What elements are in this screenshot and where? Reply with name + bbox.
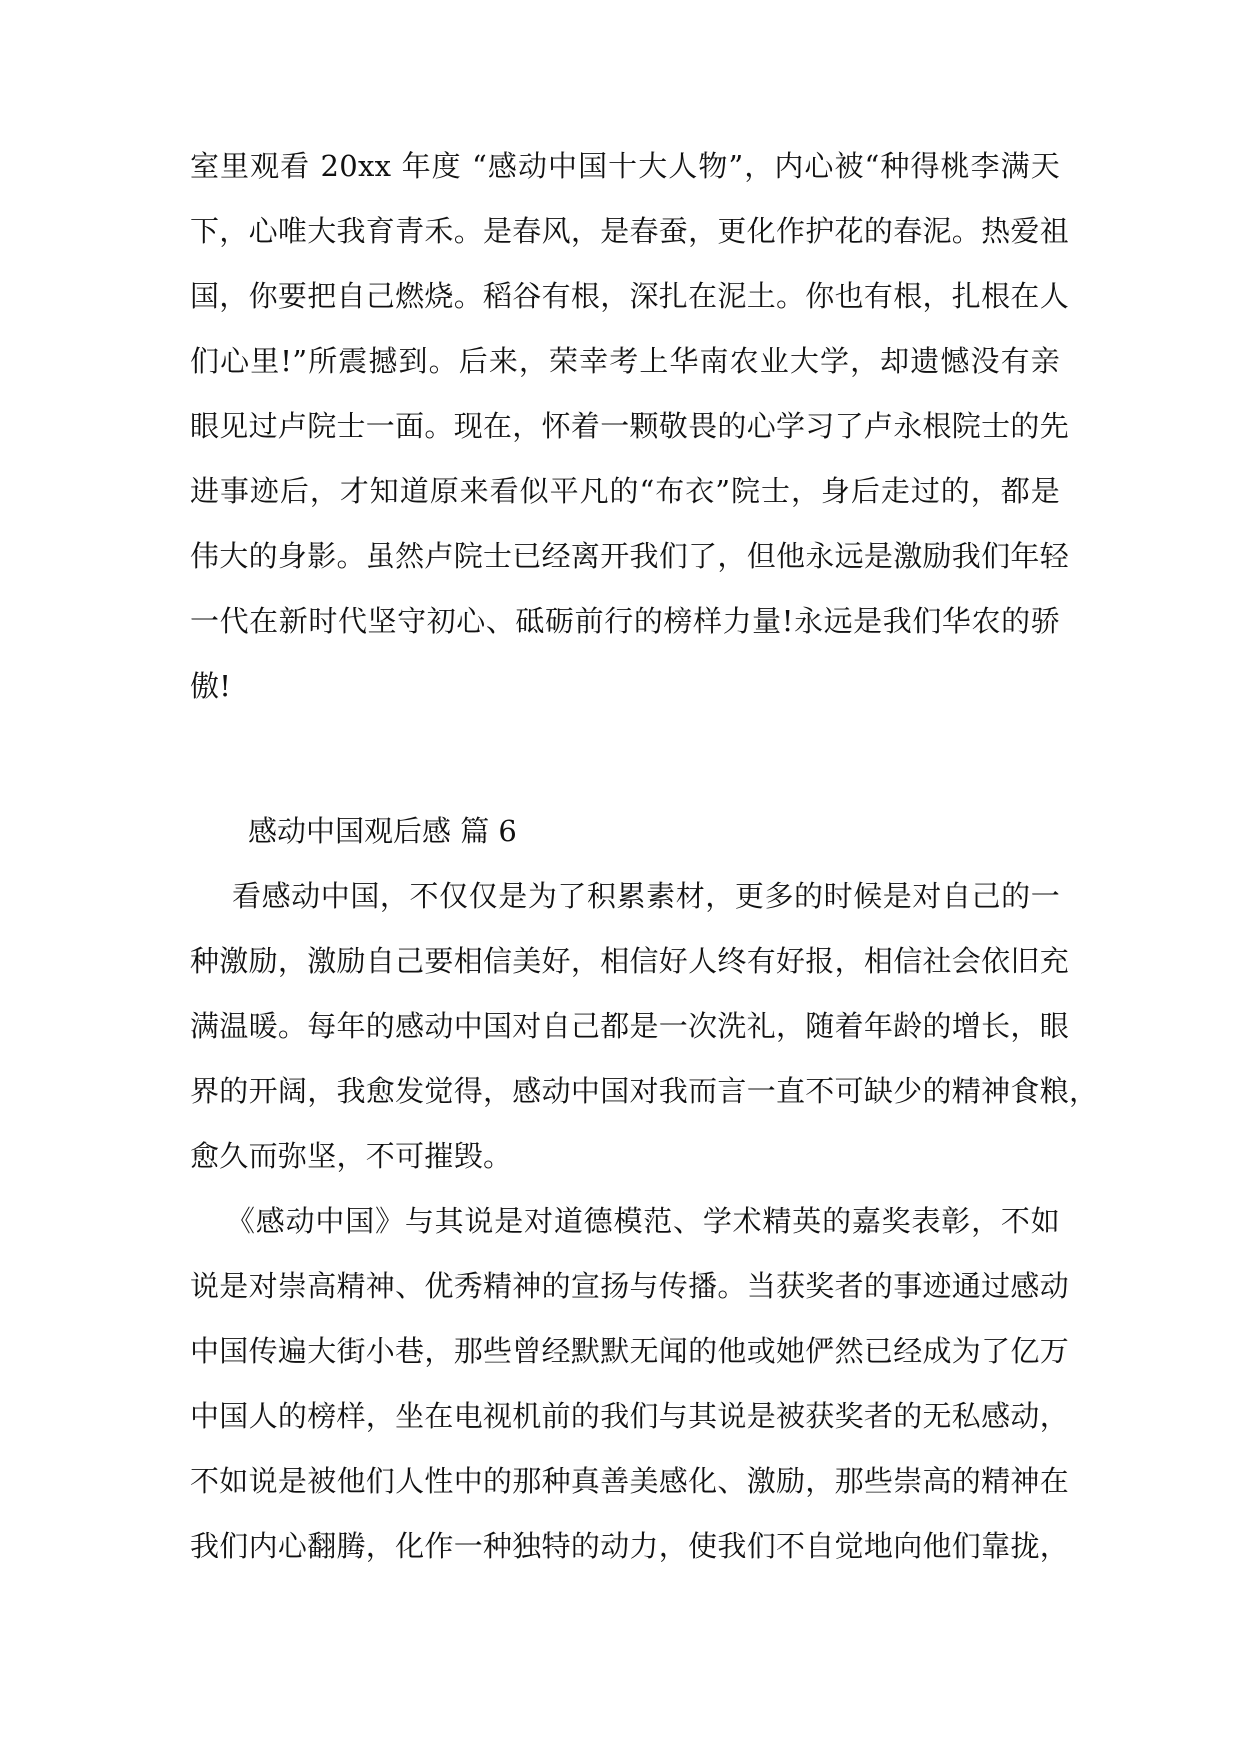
paragraph-line: 一代在新时代坚守初心、砥砺前行的榜样力量!永远是我们华农的骄 <box>190 604 1060 638</box>
paragraph-line: 满温暖。每年的感动中国对自己都是一次洗礼，随着年龄的增长，眼 <box>190 1009 1070 1043</box>
paragraph-line: 种激励，激励自己要相信美好，相信好人终有好报，相信社会依旧充 <box>190 944 1070 978</box>
paragraph-line: 中国人的榜样，坐在电视机前的我们与其说是被获奖者的无私感动， <box>190 1399 1070 1433</box>
paragraph-line: 下，心唯大我育青禾。是春风，是春蚕，更化作护花的春泥。热爱祖 <box>190 214 1070 248</box>
paragraph-line: 进事迹后，才知道原来看似平凡的“布衣”院士，身后走过的，都是 <box>190 474 1060 508</box>
paragraph-line: 室里观看 20xx 年度 “感动中国十大人物”，内心被“种得桃李满天 <box>190 149 1060 183</box>
section-heading: 感动中国观后感 篇 6 <box>248 814 517 848</box>
paragraph-line: 愈久而弥坚，不可摧毁。 <box>190 1139 513 1173</box>
paragraph-line: 伟大的身影。虽然卢院士已经离开我们了，但他永远是激励我们年轻 <box>190 539 1070 573</box>
paragraph-line: 看感动中国，不仅仅是为了积累素材，更多的时候是对自己的一 <box>232 879 1060 913</box>
paragraph-line: 眼见过卢院士一面。现在，怀着一颗敬畏的心学习了卢永根院士的先 <box>190 409 1070 443</box>
paragraph-line: 中国传遍大街小巷，那些曾经默默无闻的他或她俨然已经成为了亿万 <box>190 1334 1070 1368</box>
paragraph-line: 我们内心翻腾，化作一种独特的动力，使我们不自觉地向他们靠拢， <box>190 1529 1070 1563</box>
paragraph-line: 国，你要把自己燃烧。稻谷有根，深扎在泥土。你也有根，扎根在人 <box>190 279 1070 313</box>
paragraph-line: 不如说是被他们人性中的那种真善美感化、激励，那些崇高的精神在 <box>190 1464 1070 1498</box>
paragraph-line: 界的开阔，我愈发觉得，感动中国对我而言一直不可缺少的精神食粮， <box>190 1074 1099 1108</box>
paragraph-line: 傲! <box>190 669 232 703</box>
paragraph-line: 们心里!”所震撼到。后来，荣幸考上华南农业大学，却遗憾没有亲 <box>190 344 1060 378</box>
paragraph-line: 《感动中国》与其说是对道德模范、学术精英的嘉奖表彰，不如 <box>226 1204 1060 1238</box>
paragraph-line: 说是对崇高精神、优秀精神的宣扬与传播。当获奖者的事迹通过感动 <box>190 1269 1070 1303</box>
